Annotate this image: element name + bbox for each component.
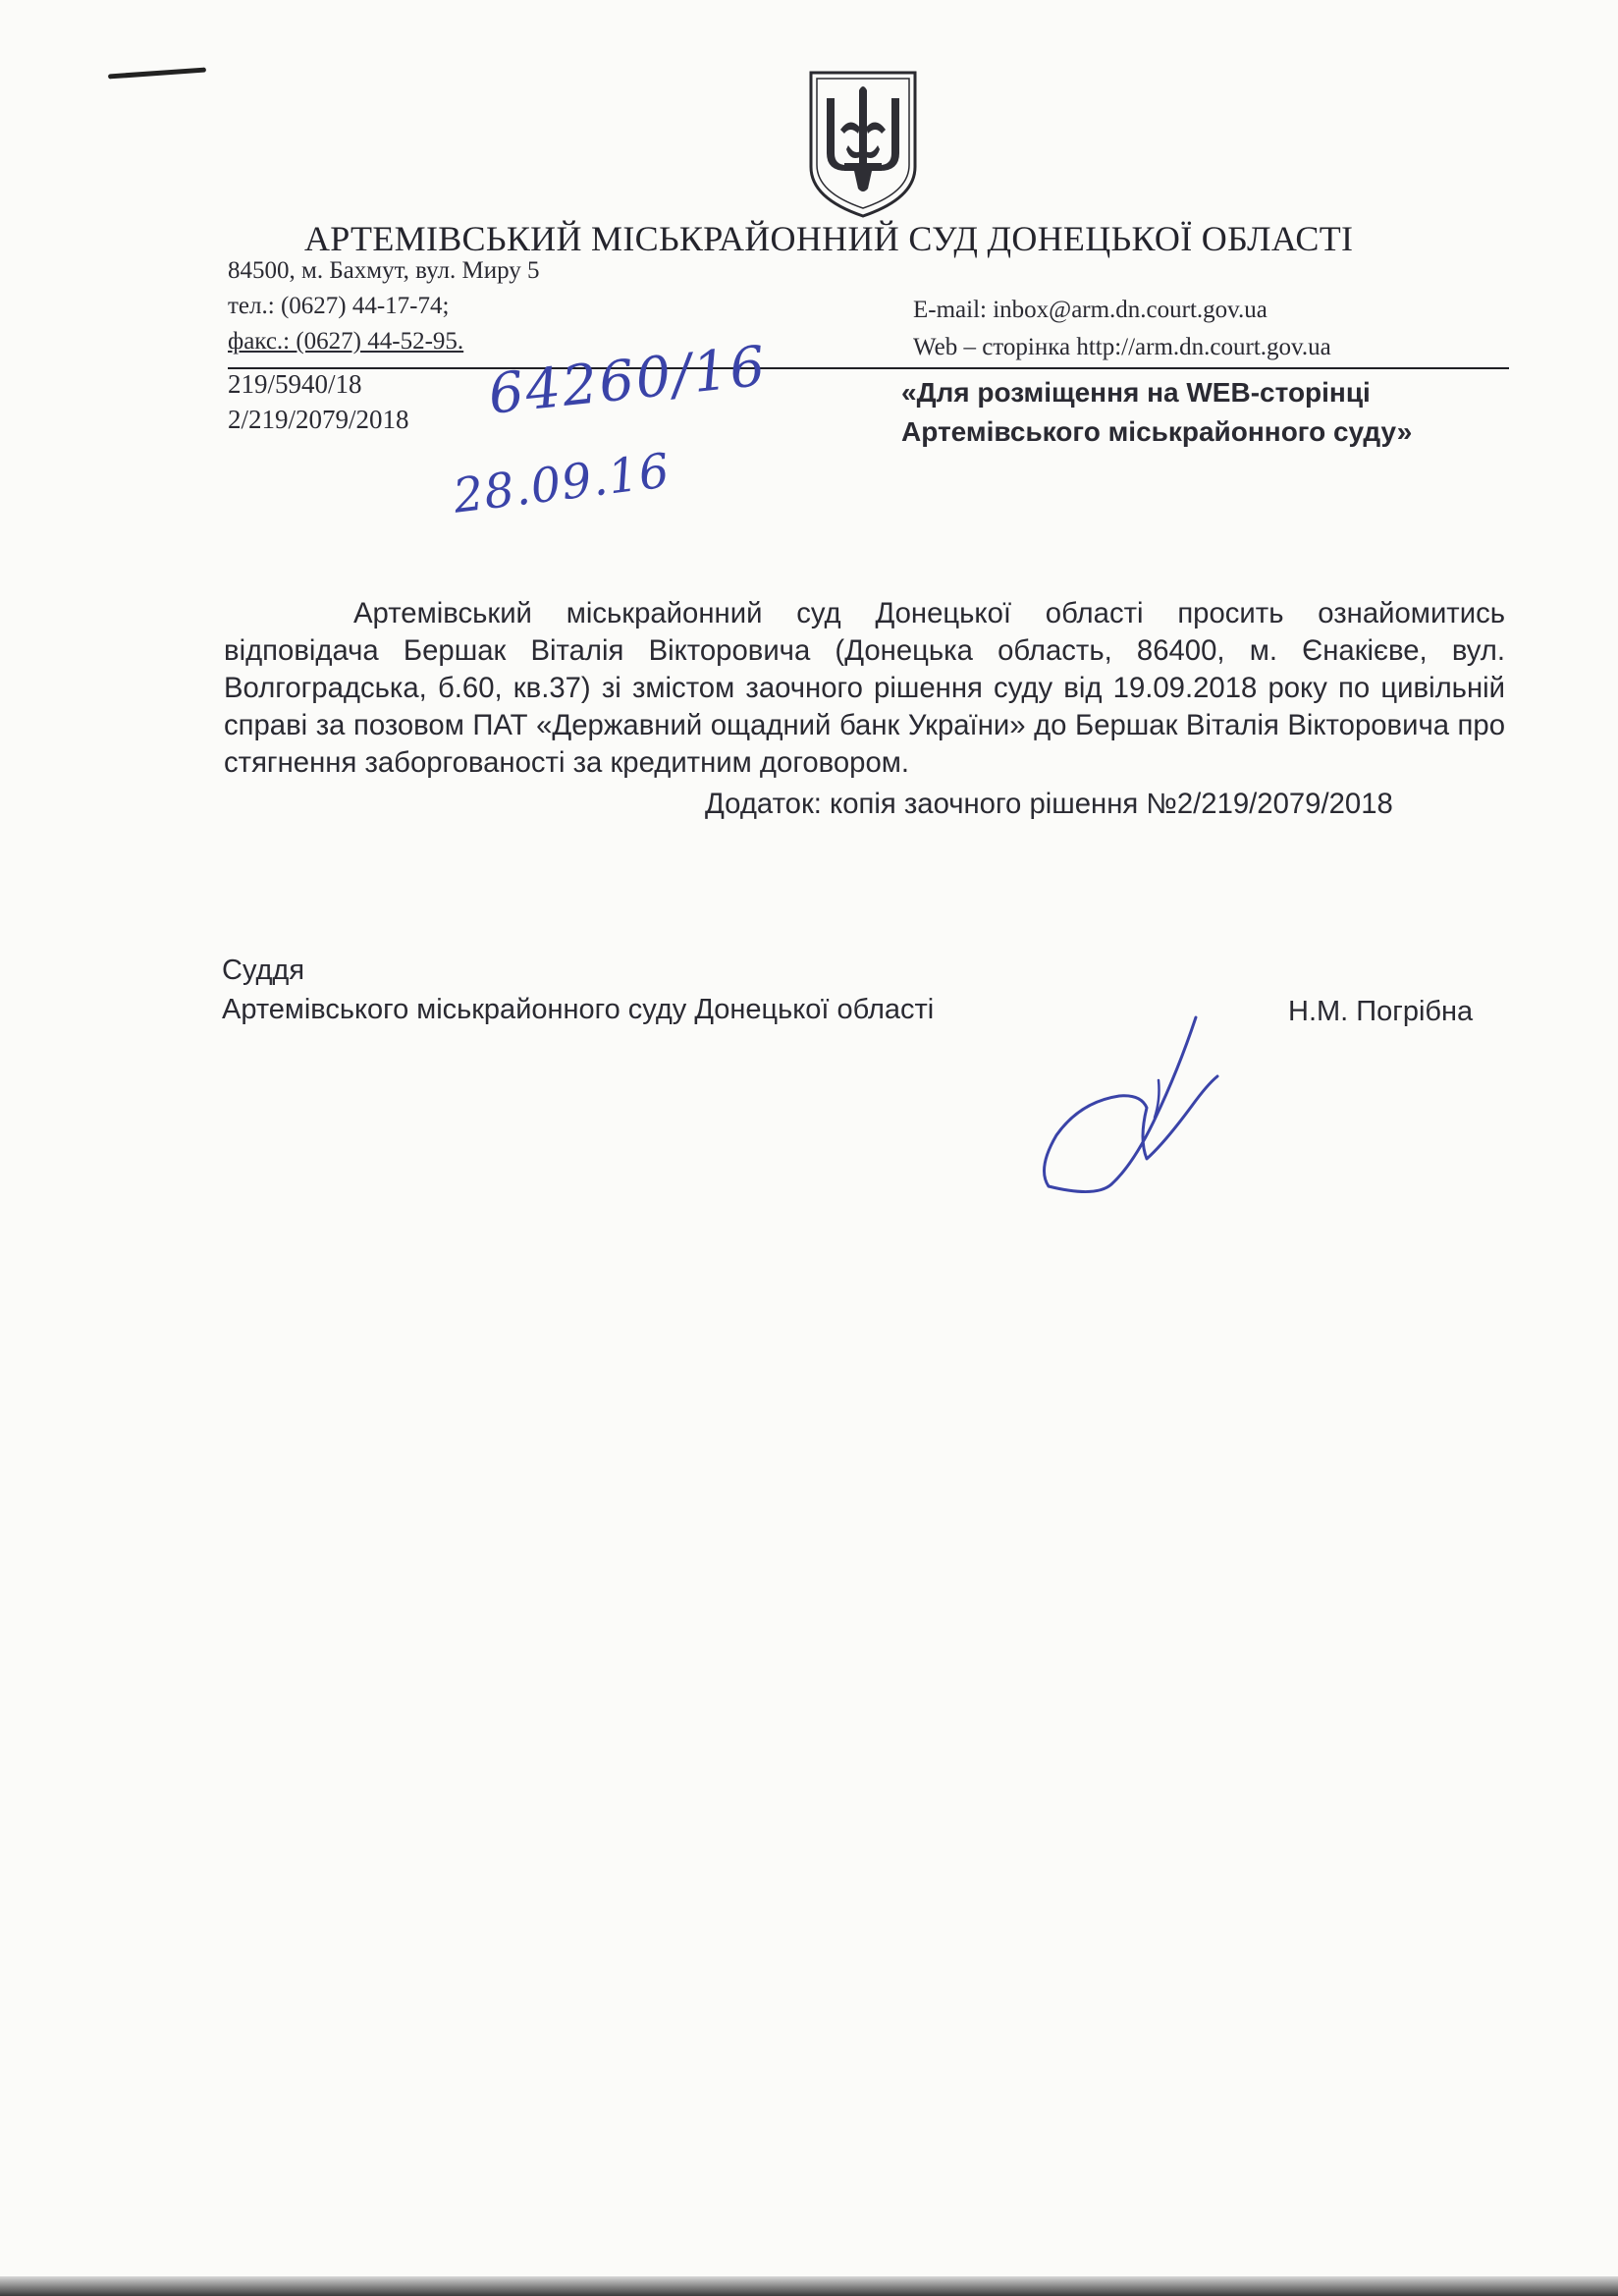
court-fax: факс.: (0627) 44-52-95. [228,328,464,355]
letter-body: Артемівський міськрайонний суд Донецької області просить ознайомитись відповідача Бершак Віталія Вікторовича (Донецька область, 86400, м. Єнакієве, вул. Волгоградська, б.60, кв.37) зі змістом заочного рішення суду від 19.09.2018 року по цивільній справі за позовом ПАТ «Державний ощадний банк України» до Бершак Віталія Вікторовича про стягнення заборгованості за кредитним договором. [224,597,1505,779]
court-web: Web – сторінка http://arm.dn.court.gov.ua [913,334,1331,360]
stray-pen-mark [108,68,206,80]
judge-title: Суддя [222,955,305,986]
court-title: АРТЕМІВСЬКИЙ МІСЬКРАЙОННИЙ СУД ДОНЕЦЬКОЇ ОБЛАСТІ [304,219,1354,258]
ukraine-trident-emblem-icon [805,69,921,218]
court-address: 84500, м. Бахмут, вул. Миру 5 [228,257,540,284]
handwritten-registration-date: 28.09.16 [450,443,674,524]
case-number: 2/219/2079/2018 [228,405,409,434]
judge-court: Артемівського міськрайонного суду Донецької області [222,994,935,1025]
handwritten-registration-number: 64260/16 [485,334,771,427]
handwritten-signature-icon [1031,1011,1247,1198]
attachment-note: Додаток: копія заочного рішення №2/219/2079/2018 [705,788,1393,820]
case-number: 219/5940/18 [228,369,362,399]
scan-bottom-edge [0,2276,1618,2296]
court-phone: тел.: (0627) 44-17-74; [228,293,450,319]
publication-notice: «Для розміщення на WEB-сторінці [901,377,1371,408]
header-divider [228,367,1509,369]
judge-name: Н.М. Погрібна [1288,996,1474,1027]
publication-notice: Артемівського міськрайонного суду» [901,416,1413,447]
court-email: E-mail: inbox@arm.dn.court.gov.ua [913,297,1267,323]
